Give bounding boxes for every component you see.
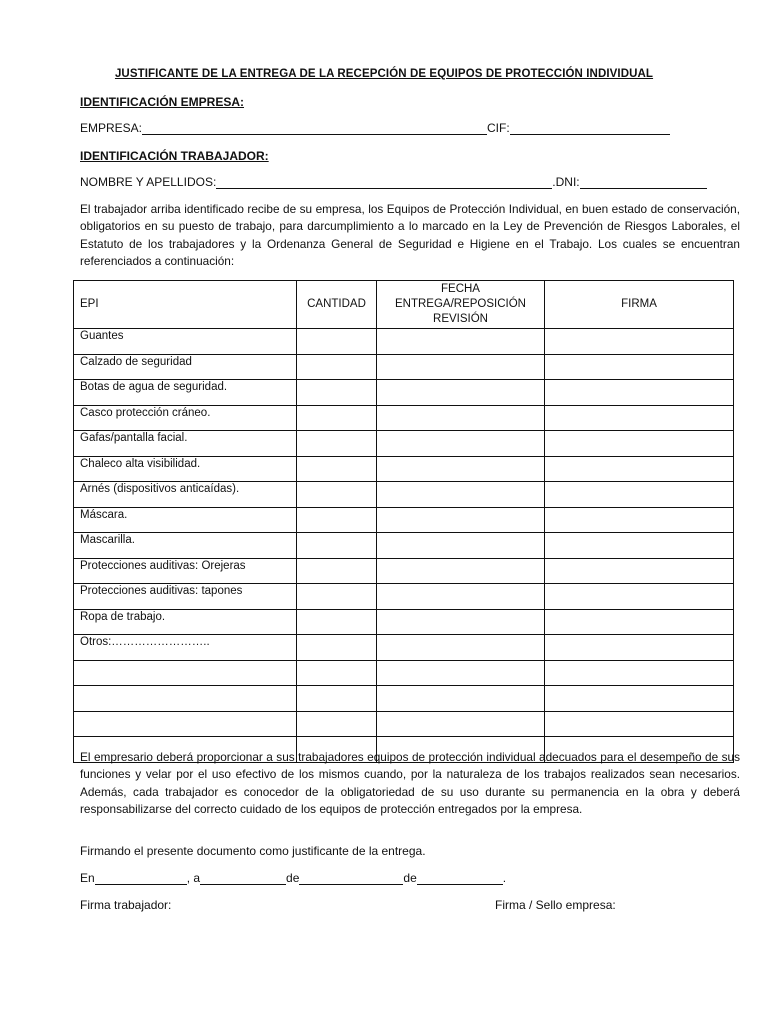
header-date-line3: REVISIÓN xyxy=(433,313,488,325)
date-a-label: , a xyxy=(186,871,201,885)
date-de2-label: de xyxy=(403,871,417,885)
signature-cell[interactable] xyxy=(545,354,734,380)
signature-cell[interactable] xyxy=(545,482,734,508)
signature-cell[interactable] xyxy=(545,609,734,635)
date-end-label: . xyxy=(502,871,507,885)
date-cell[interactable] xyxy=(377,507,545,533)
signature-cell[interactable] xyxy=(545,635,734,661)
company-row xyxy=(80,121,670,135)
epi-table xyxy=(73,280,734,763)
date-en-label: En xyxy=(80,871,95,885)
date-cell[interactable] xyxy=(377,609,545,635)
month-field[interactable] xyxy=(299,872,403,885)
epi-cell: Chaleco alta visibilidad. xyxy=(74,456,297,482)
signature-cell[interactable] xyxy=(545,380,734,406)
header-quantity: CANTIDAD xyxy=(297,281,377,329)
quantity-cell[interactable] xyxy=(297,711,377,737)
quantity-cell[interactable] xyxy=(297,635,377,661)
worker-signature-label: Firma trabajador: xyxy=(80,898,172,912)
signature-cell[interactable] xyxy=(545,711,734,737)
signature-cell[interactable] xyxy=(545,507,734,533)
worker-heading: IDENTIFICACIÓN TRABAJADOR: xyxy=(80,149,269,163)
epi-cell xyxy=(74,686,297,712)
epi-cell: Máscara. xyxy=(74,507,297,533)
quantity-cell[interactable] xyxy=(297,660,377,686)
date-cell[interactable] xyxy=(377,635,545,661)
name-field[interactable] xyxy=(216,176,552,189)
quantity-cell[interactable] xyxy=(297,609,377,635)
epi-cell: Gafas/pantalla facial. xyxy=(74,431,297,457)
cif-label: CIF: xyxy=(487,121,510,135)
quantity-cell[interactable] xyxy=(297,354,377,380)
epi-cell: Otros:…………………….. xyxy=(74,635,297,661)
table-row xyxy=(74,482,734,508)
signature-cell[interactable] xyxy=(545,558,734,584)
date-cell[interactable] xyxy=(377,711,545,737)
signature-cell[interactable] xyxy=(545,329,734,355)
quantity-cell[interactable] xyxy=(297,482,377,508)
company-label: EMPRESA: xyxy=(80,121,143,135)
table-row xyxy=(74,711,734,737)
epi-cell: Protecciones auditivas: tapones xyxy=(74,584,297,610)
table-row xyxy=(74,380,734,406)
signature-cell[interactable] xyxy=(545,533,734,559)
signature-cell[interactable] xyxy=(545,431,734,457)
quantity-cell[interactable] xyxy=(297,456,377,482)
epi-cell: Guantes xyxy=(74,329,297,355)
date-cell[interactable] xyxy=(377,686,545,712)
date-cell[interactable] xyxy=(377,660,545,686)
epi-table-body xyxy=(74,329,734,763)
dni-field[interactable] xyxy=(580,176,707,189)
table-row xyxy=(74,558,734,584)
quantity-cell[interactable] xyxy=(297,329,377,355)
table-row xyxy=(74,660,734,686)
header-date-line1: FECHA xyxy=(441,283,480,295)
date-cell[interactable] xyxy=(377,329,545,355)
quantity-cell[interactable] xyxy=(297,405,377,431)
date-cell[interactable] xyxy=(377,431,545,457)
date-cell[interactable] xyxy=(377,584,545,610)
quantity-cell[interactable] xyxy=(297,584,377,610)
signature-cell[interactable] xyxy=(545,660,734,686)
epi-cell: Botas de agua de seguridad. xyxy=(74,380,297,406)
header-date xyxy=(377,281,545,329)
epi-cell: Calzado de seguridad xyxy=(74,354,297,380)
place-field[interactable] xyxy=(95,872,187,885)
table-row xyxy=(74,431,734,457)
name-label: NOMBRE Y APELLIDOS: xyxy=(80,175,217,189)
dni-label: .DNI: xyxy=(552,175,580,189)
table-row xyxy=(74,635,734,661)
table-row xyxy=(74,609,734,635)
year-field[interactable] xyxy=(417,872,503,885)
signature-cell[interactable] xyxy=(545,686,734,712)
table-row xyxy=(74,456,734,482)
table-header-row xyxy=(74,281,734,329)
table-row xyxy=(74,405,734,431)
header-epi: EPI xyxy=(74,281,297,329)
signature-cell[interactable] xyxy=(545,584,734,610)
epi-cell xyxy=(74,711,297,737)
epi-cell: Mascarilla. xyxy=(74,533,297,559)
intro-paragraph: El trabajador arriba identificado recibe de su empresa, los Equipos de Protección Individual, en buen estado de conservación, obligatorios en su puesto de trabajo, para darcumplimiento a lo marcado en la Ley de Prevención de Riesgos Laborales, el Estatuto de los trabajadores y la Ordenanza General de Seguridad e Higiene en el Trabajo. Los cuales se encuentran referenciados a continuación: xyxy=(80,202,740,269)
epi-cell: Arnés (dispositivos anticaídas). xyxy=(74,482,297,508)
quantity-cell[interactable] xyxy=(297,558,377,584)
day-field[interactable] xyxy=(200,872,286,885)
quantity-cell[interactable] xyxy=(297,533,377,559)
date-cell[interactable] xyxy=(377,354,545,380)
quantity-cell[interactable] xyxy=(297,507,377,533)
quantity-cell[interactable] xyxy=(297,380,377,406)
quantity-cell[interactable] xyxy=(297,686,377,712)
date-cell[interactable] xyxy=(377,482,545,508)
date-line xyxy=(80,871,506,885)
date-cell[interactable] xyxy=(377,558,545,584)
epi-cell: Protecciones auditivas: Orejeras xyxy=(74,558,297,584)
company-heading: IDENTIFICACIÓN EMPRESA: xyxy=(80,95,245,109)
date-cell[interactable] xyxy=(377,380,545,406)
date-cell[interactable] xyxy=(377,533,545,559)
date-cell[interactable] xyxy=(377,456,545,482)
epi-cell xyxy=(74,660,297,686)
epi-cell: Casco protección cráneo. xyxy=(74,405,297,431)
document-title: JUSTIFICANTE DE LA ENTREGA DE LA RECEPCIÓN DE EQUIPOS DE PROTECCIÓN INDIVIDUAL xyxy=(114,68,654,80)
table-row xyxy=(74,533,734,559)
table-row xyxy=(74,354,734,380)
cif-field[interactable] xyxy=(510,122,670,135)
signature-cell[interactable] xyxy=(545,405,734,431)
employer-paragraph: El empresario deberá proporcionar a sus trabajadores equipos de protección individual adecuados para el desempeño de sus funciones y velar por el uso efectivo de los mismos cuando, por la naturaleza de los trabajos realizados sean necesarios. Además, cada trabajador es conocedor de la obligatoriedad de su uso durante su permanencia en la obra y deberá responsabilizarse del correcto cuidado de los equipos de protección entregados por la empresa. xyxy=(80,750,740,817)
header-date-line2: ENTREGA/REPOSICIÓN xyxy=(395,298,526,310)
signature-cell[interactable] xyxy=(545,456,734,482)
table-row xyxy=(74,584,734,610)
epi-cell: Ropa de trabajo. xyxy=(74,609,297,635)
header-signature: FIRMA xyxy=(545,281,734,329)
table-row xyxy=(74,329,734,355)
company-field[interactable] xyxy=(142,122,487,135)
signing-statement: Firmando el presente documento como justificante de la entrega. xyxy=(80,844,426,858)
table-row xyxy=(74,507,734,533)
worker-row xyxy=(80,175,707,189)
table-row xyxy=(74,686,734,712)
date-de1-label: de xyxy=(286,871,300,885)
company-signature-label: Firma / Sello empresa: xyxy=(495,898,616,912)
quantity-cell[interactable] xyxy=(297,431,377,457)
date-cell[interactable] xyxy=(377,405,545,431)
